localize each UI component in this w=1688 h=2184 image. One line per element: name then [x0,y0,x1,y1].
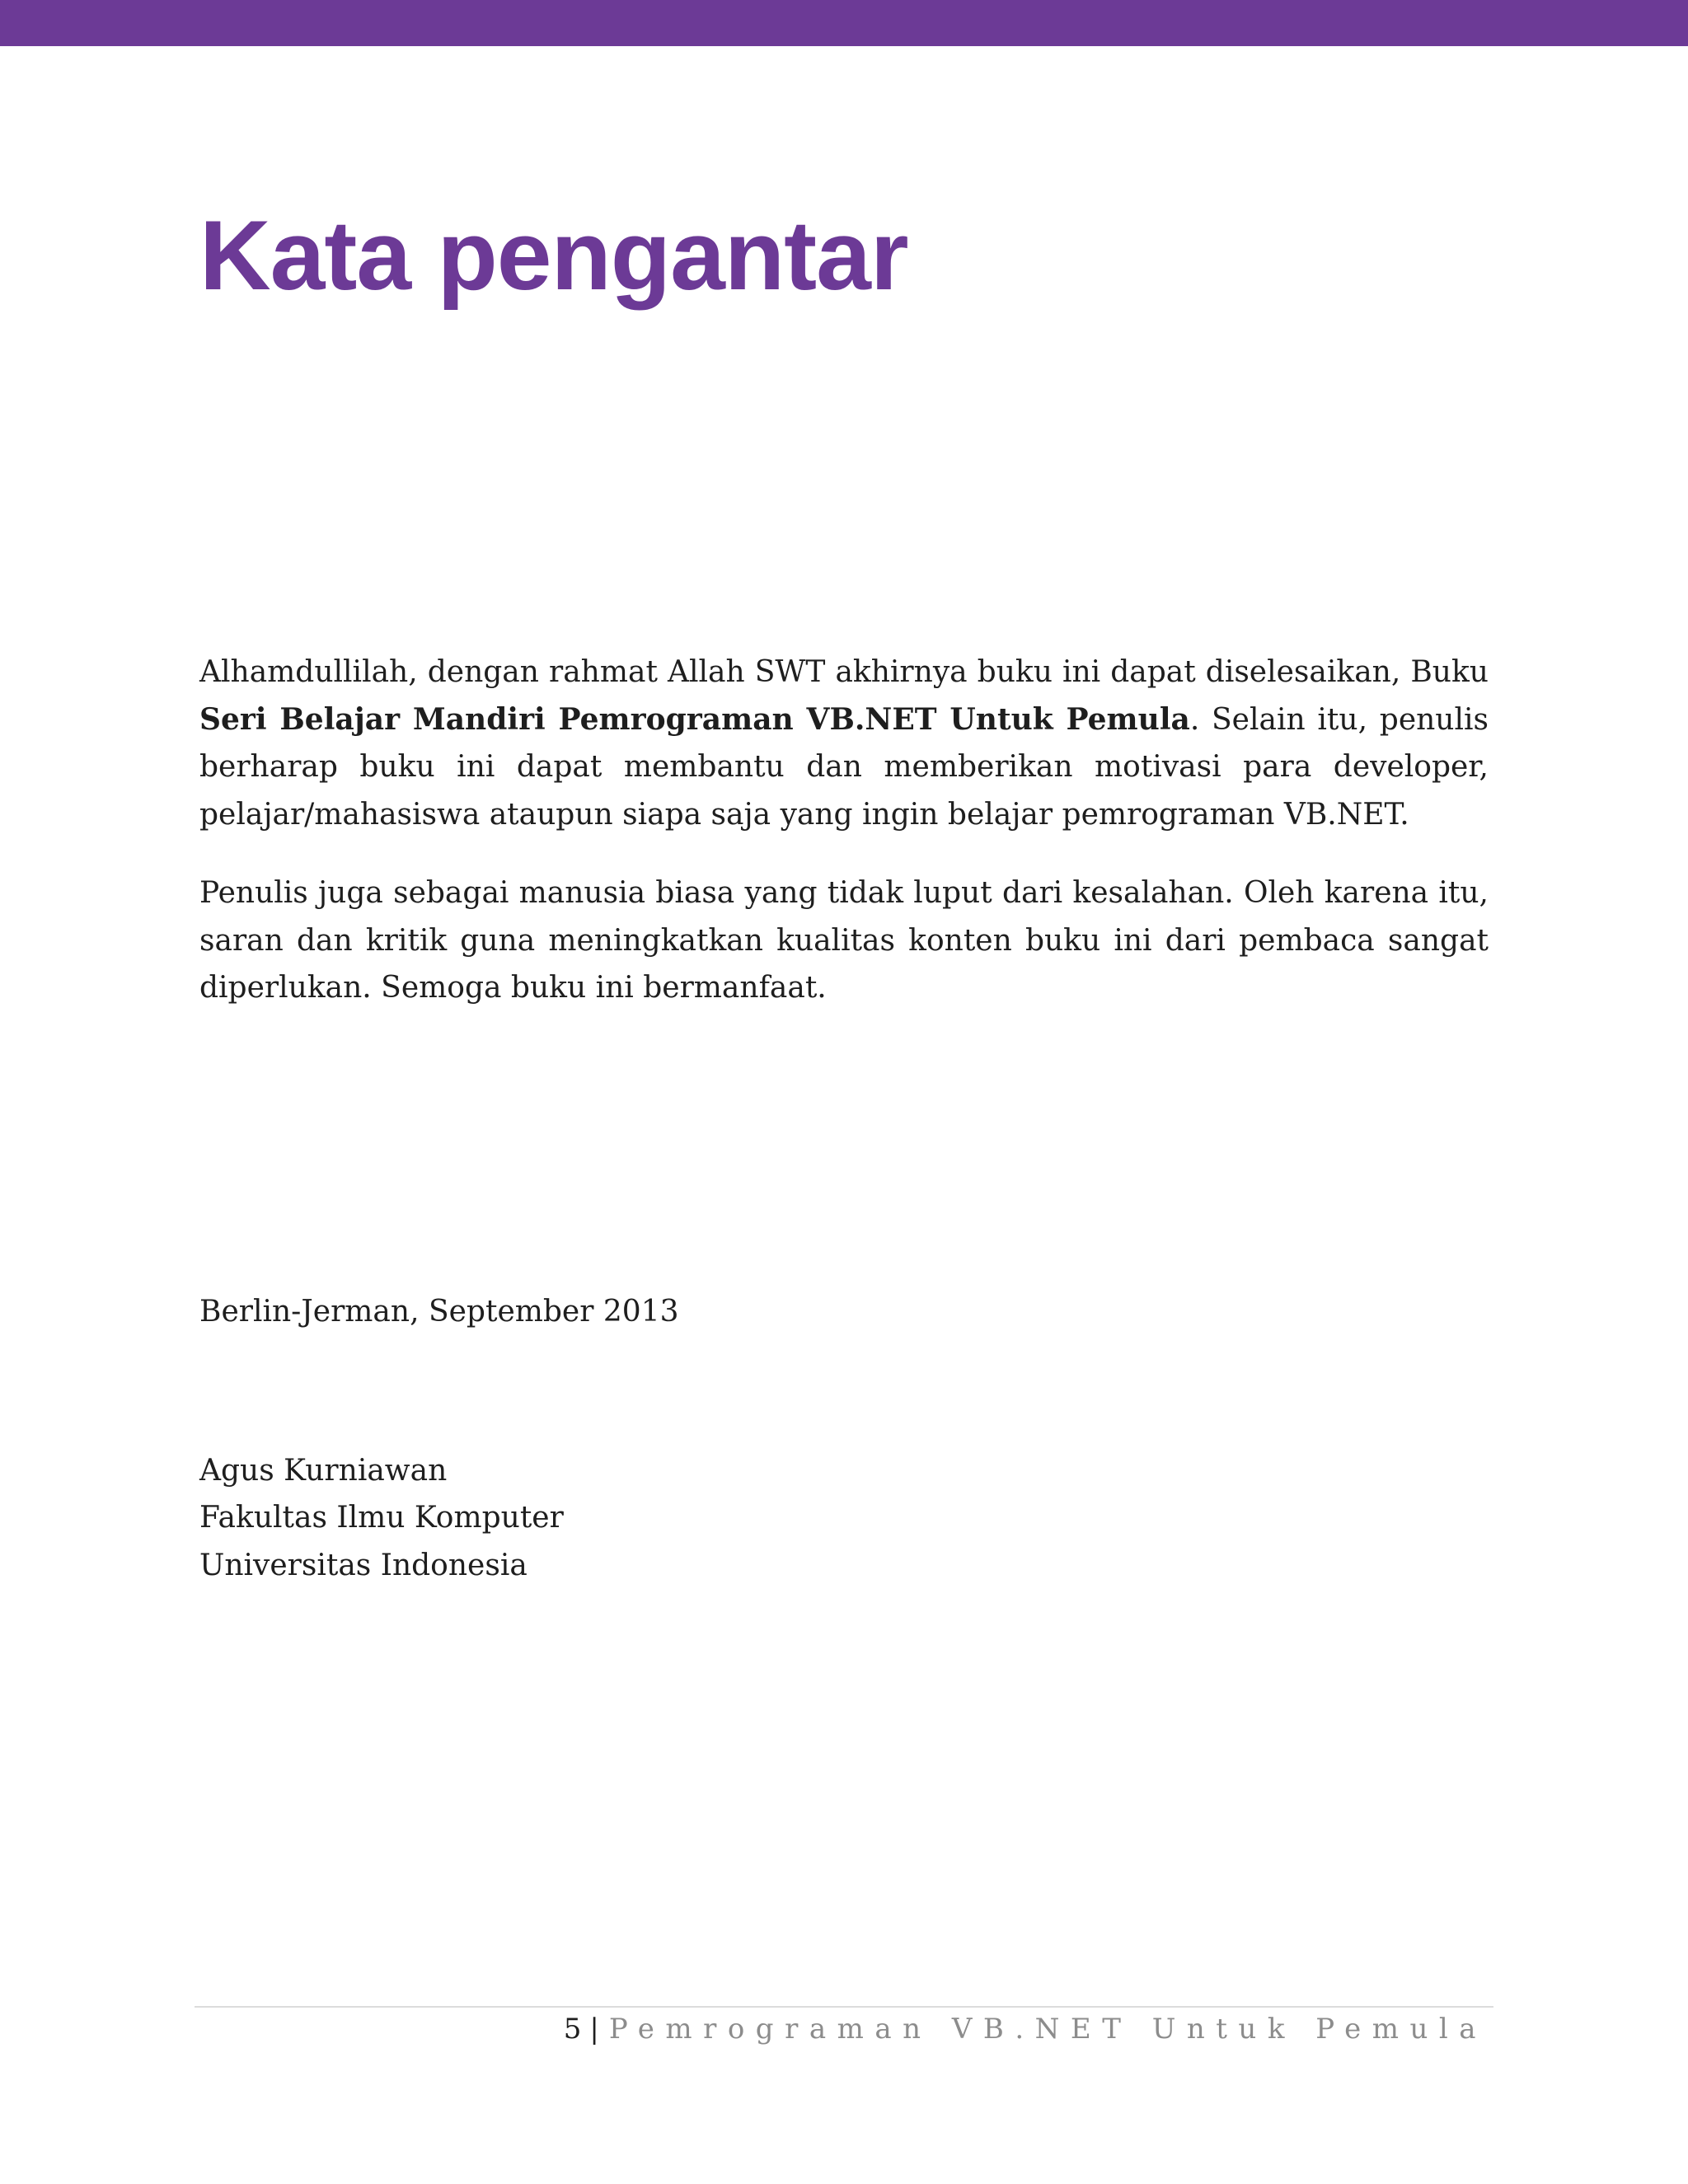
book-title-bold: Seri Belajar Mandiri Pemrograman VB.NET Untuk Pemula [199,701,1190,737]
footer-book-title: Pemrograman VB.NET Untuk Pemula [608,2013,1487,2046]
footer-separator: | [589,2013,599,2046]
header-accent-bar [0,0,1688,46]
paragraph-closing: Penulis juga sebagai manusia biasa yang tidak luput dari kesalahan. Oleh karena itu, saran dan kritik guna meningkatkan kualitas konten buku ini dari pembaca sangat diperlukan. Semoga buku ini bermanfaat. [199,876,1489,1005]
author-university: Universitas Indonesia [199,1549,528,1582]
author-faculty: Fakultas Ilmu Komputer [199,1501,564,1535]
page-number: 5 [563,2013,582,2046]
author-name: Agus Kurniawan [199,1454,448,1488]
page-footer [564,2008,1487,2050]
paragraph-intro [199,649,1489,838]
footer-divider [195,2006,1493,2008]
paragraph-intro-start: Alhamdullilah, dengan rahmat Allah SWT akhirnya buku ini dapat diselesaikan, Buku [199,655,1489,689]
place-date: Berlin-Jerman, September 2013 [199,1295,679,1329]
page-title: Kata pengantar [199,200,908,311]
paragraph-intro-rest: . Selain itu, penulis berharap buku ini dapat membantu dan memberikan motivasi para developer, pelajar/mahasiswa ataupun siapa saja yang ingin belajar pemrograman VB.NET. [199,702,1489,832]
